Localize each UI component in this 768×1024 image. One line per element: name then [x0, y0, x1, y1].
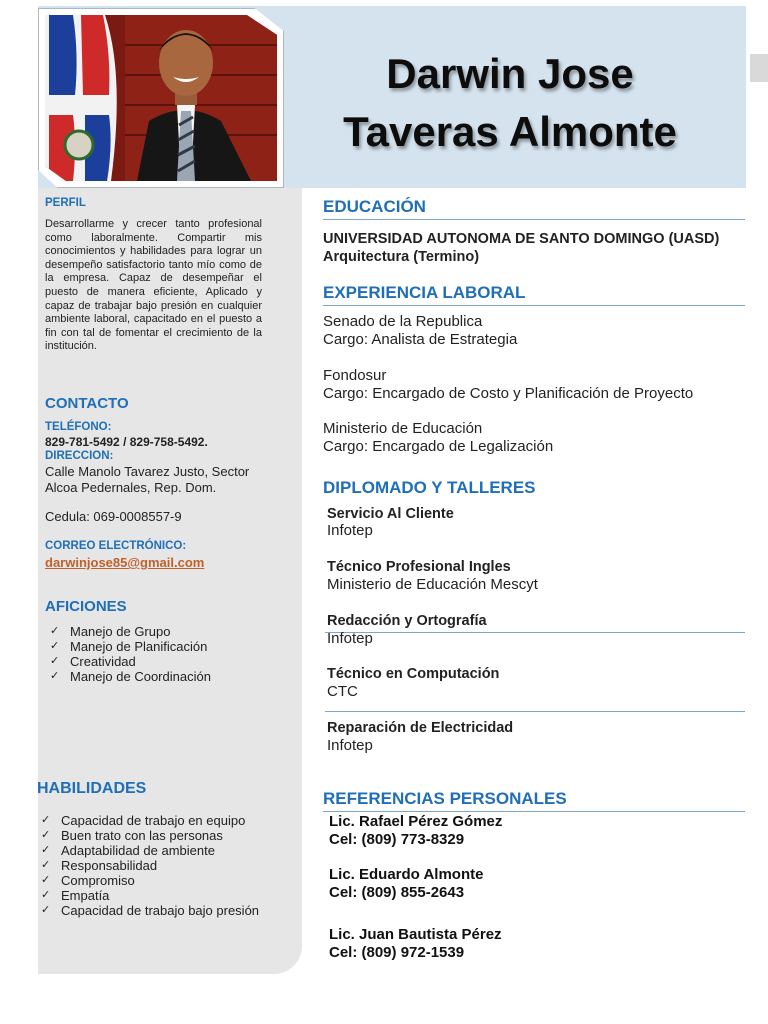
name-line-2: Taveras Almonte [343, 108, 677, 155]
list-item: ✓ Capacidad de trabajo bajo presión [37, 903, 259, 918]
educacion-heading: EDUCACIÓN [323, 197, 745, 220]
name-line-1: Darwin Jose [386, 50, 634, 97]
exp-org: Fondosur [323, 367, 387, 384]
diplomado-inst: Infotep [327, 737, 373, 754]
exp-cargo: Cargo: Analista de Estrategia [323, 331, 518, 348]
list-item: ✓ Manejo de Planificación [46, 639, 211, 654]
referencia-name: Lic. Rafael Pérez Gómez [329, 813, 503, 830]
diplomado-heading: DIPLOMADO Y TALLERES [323, 478, 536, 497]
diplomado-inst: Ministerio de Educación Mescyt [327, 576, 538, 593]
list-item: ✓ Empatía [37, 888, 259, 903]
referencia-cel: Cel: (809) 773-8329 [329, 831, 465, 848]
diplomado-inst: CTC [327, 683, 358, 700]
list-item: ✓ Manejo de Grupo [46, 624, 211, 639]
referencia-cel: Cel: (809) 855-2643 [329, 884, 465, 901]
decorative-tab [750, 54, 768, 82]
list-item: ✓ Capacidad de trabajo en equipo [37, 813, 259, 828]
list-item: ✓ Adaptabilidad de ambiente [37, 843, 259, 858]
cedula: Cedula: 069-0008557-9 [45, 509, 182, 524]
list-item: ✓ Responsabilidad [37, 858, 259, 873]
aficiones-heading: AFICIONES [45, 598, 127, 615]
divider [325, 632, 745, 633]
aficiones-list [46, 624, 211, 684]
referencia-name: Lic. Eduardo Almonte [329, 866, 484, 883]
educacion-degree: Arquitectura (Termino) [323, 249, 480, 265]
habilidades-heading: HABILIDADES [37, 780, 147, 797]
list-item: ✓ Compromiso [37, 873, 259, 888]
profile-photo-frame [38, 8, 284, 188]
exp-cargo: Cargo: Encargado de Costo y Planificación de Proyecto [323, 385, 694, 402]
exp-org: Senado de la Republica [323, 313, 483, 330]
telefono-value: 829-781-5492 / 829-758-5492. [45, 435, 208, 449]
perfil-text: Desarrollarme y crecer tanto profesional como laboralmente. Compartir mis conocimientos y habilidades para lograr un desempeño satisfactorio tanto mío como de la empresa. Capaz de desempeñar el puesto de manera eficiente, Aplicado y capaz de trabajar bajo presión en cualquier ambiente laboral, capacitado en el puesto a fin con tal de fomentar el crecimiento de la institución. [45, 218, 262, 353]
diplomado-inst: Infotep [327, 522, 373, 539]
direccion-line-1: Calle Manolo Tavarez Justo, Sector [45, 464, 250, 479]
list-item: ✓ Manejo de Coordinación [46, 669, 211, 684]
referencia-cel: Cel: (809) 972-1539 [329, 944, 465, 961]
telefono-label: TELÉFONO: [45, 421, 112, 433]
email-link[interactable]: darwinjose85@gmail.com [45, 555, 205, 570]
referencia-name: Lic. Juan Bautista Pérez [329, 926, 502, 943]
list-item: ✓ Buen trato con las personas [37, 828, 259, 843]
habilidades-list [37, 813, 259, 918]
contacto-heading: CONTACTO [45, 395, 129, 412]
exp-cargo: Cargo: Encargado de Legalización [323, 438, 554, 455]
diplomado-name: Servicio Al Cliente [327, 506, 454, 522]
diplomado-name: Redacción y Ortografía [327, 613, 487, 629]
list-item: ✓ Creatividad [46, 654, 211, 669]
diplomado-name: Técnico en Computación [327, 666, 500, 682]
diplomado-inst: Infotep [327, 630, 373, 647]
exp-org: Ministerio de Educación [323, 420, 483, 437]
direccion-line-2: Alcoa Pedernales, Rep. Dom. [45, 480, 217, 495]
direccion-label: DIRECCION: [45, 450, 114, 462]
diplomado-name: Reparación de Electricidad [327, 720, 514, 736]
profile-photo [45, 15, 277, 181]
diplomado-name: Técnico Profesional Ingles [327, 559, 511, 575]
educacion-university: UNIVERSIDAD AUTONOMA DE SANTO DOMINGO (UASD) [323, 231, 720, 247]
experiencia-heading: EXPERIENCIA LABORAL [323, 283, 745, 306]
perfil-heading: PERFIL [45, 197, 86, 209]
correo-label: CORREO ELECTRÓNICO: [45, 540, 187, 552]
divider [325, 711, 745, 712]
referencias-heading: REFERENCIAS PERSONALES [323, 789, 745, 812]
